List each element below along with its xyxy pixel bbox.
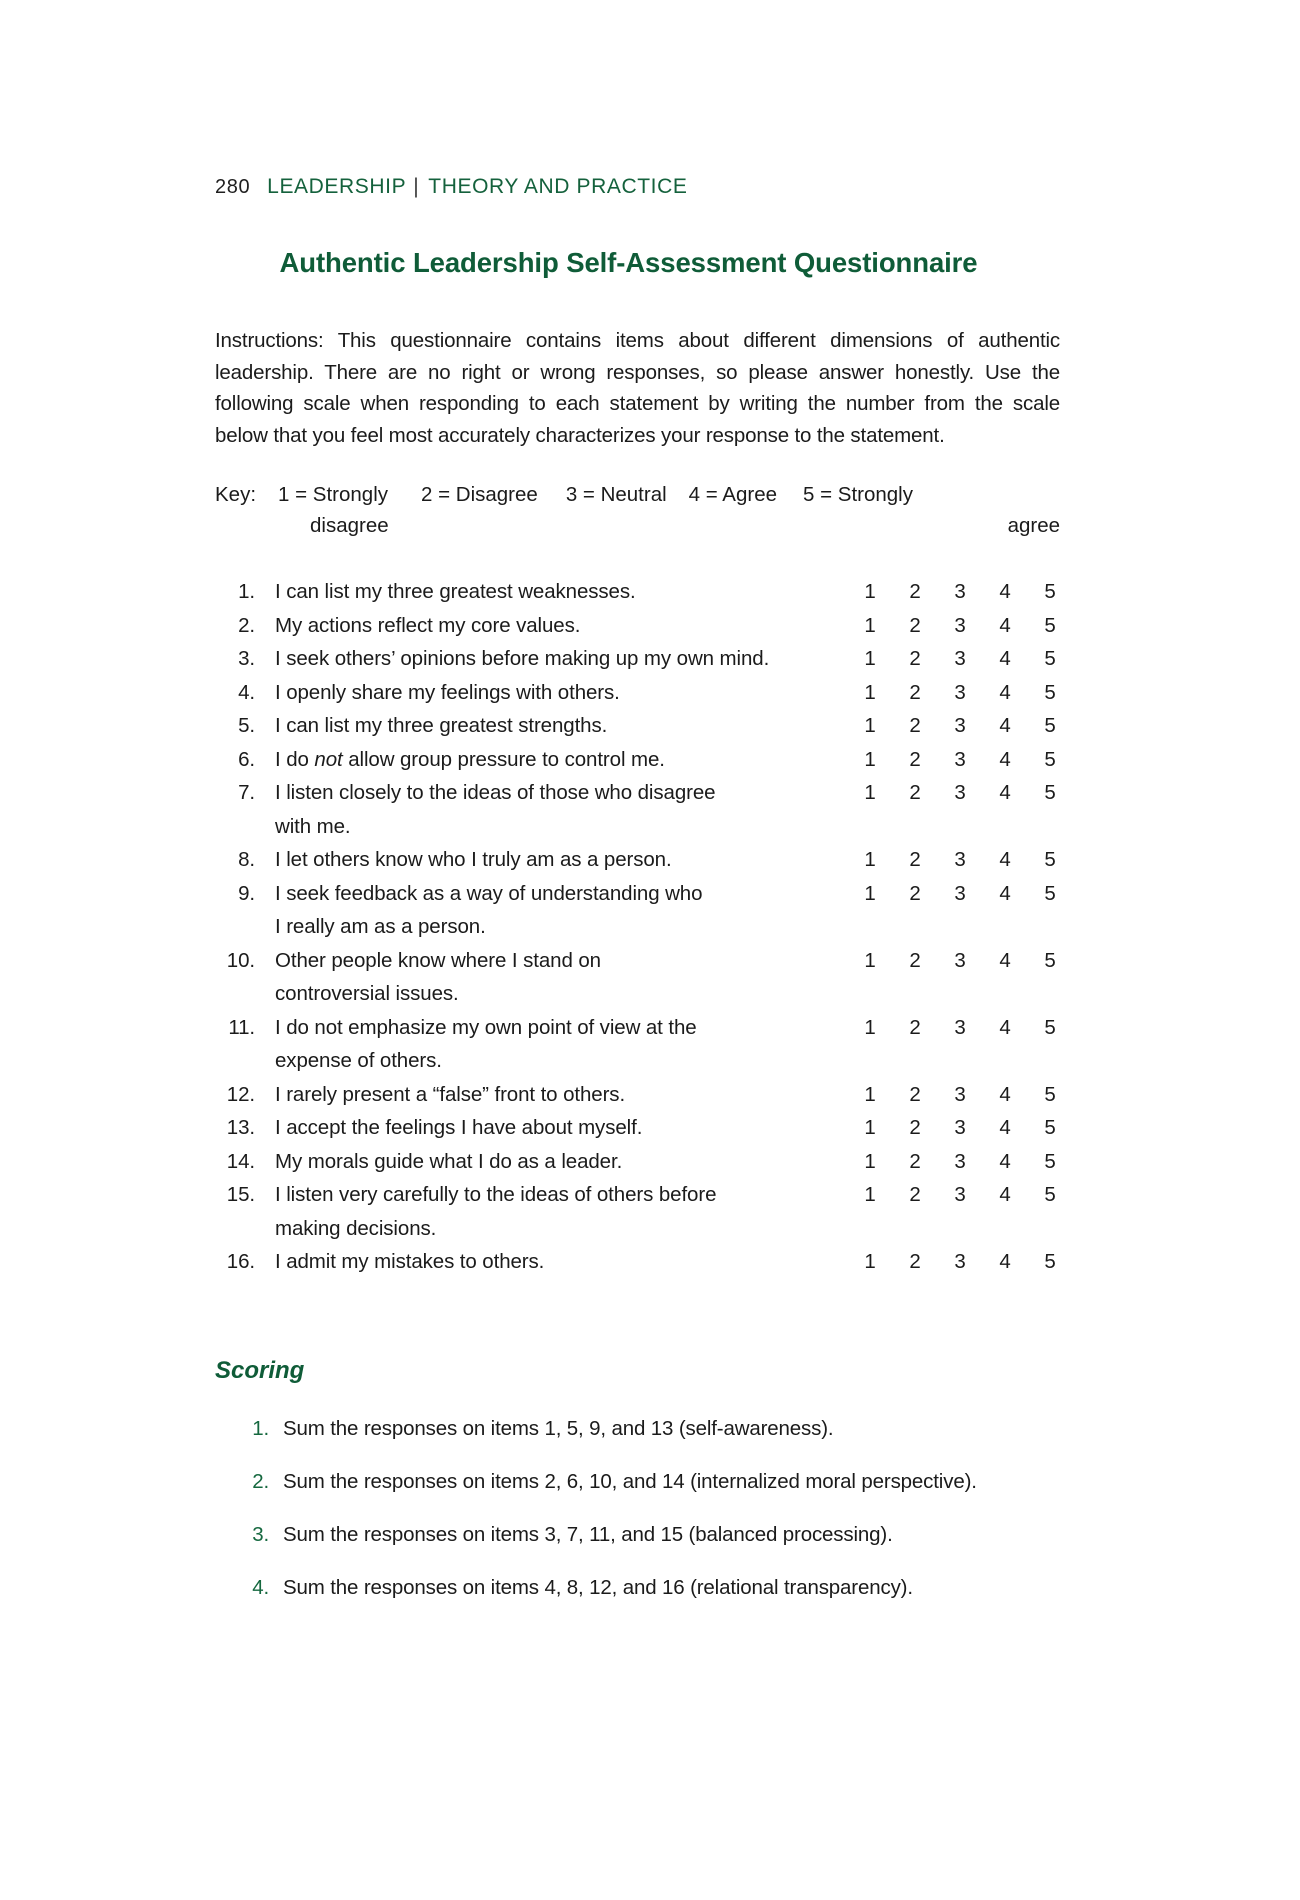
questionnaire-item-number: 16. xyxy=(226,1250,255,1273)
questionnaire-item xyxy=(215,1011,1060,1078)
scale-key-label: Key: xyxy=(215,483,257,506)
response-option-3[interactable]: 3 xyxy=(954,714,966,737)
response-scale[interactable] xyxy=(860,1145,1060,1179)
scale-key-option-1-sub: disagree xyxy=(310,514,389,537)
response-option-2[interactable]: 2 xyxy=(909,1082,921,1106)
response-option-2[interactable]: 2 xyxy=(909,747,921,771)
scale-key-option-1: 1 = Strongly xyxy=(278,483,388,506)
item-line-1: I rarely present a “false” front to others. xyxy=(275,1082,626,1106)
questionnaire-item xyxy=(215,1245,1060,1279)
response-option-4[interactable]: 4 xyxy=(999,948,1011,972)
questionnaire-item-number: 11. xyxy=(228,1015,255,1039)
response-option-2[interactable]: 2 xyxy=(909,881,921,905)
scoring-step-text: Sum the responses on items 4, 8, 12, and 16 (relational transparency). xyxy=(283,1575,913,1599)
response-option-3[interactable]: 3 xyxy=(954,948,966,972)
response-option-3[interactable]: 3 xyxy=(954,881,966,905)
response-option-1[interactable]: 1 xyxy=(864,613,876,637)
response-option-4[interactable]: 4 xyxy=(999,1250,1011,1273)
response-option-4[interactable]: 4 xyxy=(999,781,1011,804)
response-scale[interactable] xyxy=(860,676,1060,710)
response-option-3[interactable]: 3 xyxy=(954,647,966,670)
item-line-2: controversial issues. xyxy=(275,982,459,1005)
scoring-step-number: 2. xyxy=(252,1469,269,1493)
questionnaire-item xyxy=(215,1078,1060,1112)
response-scale[interactable] xyxy=(860,743,1060,777)
questionnaire-item-number: 9. xyxy=(238,881,255,905)
response-option-3[interactable]: 3 xyxy=(954,747,966,771)
scoring-step-number: 1. xyxy=(252,1416,269,1440)
item-line-1: I accept the feelings I have about myself. xyxy=(275,1116,643,1139)
questionnaire-item xyxy=(215,1145,1060,1179)
response-scale[interactable] xyxy=(860,944,1060,978)
response-option-1[interactable]: 1 xyxy=(864,1082,876,1106)
item-line-1: I can list my three greatest weaknesses. xyxy=(275,580,636,603)
scoring-heading: Scoring xyxy=(215,1356,305,1384)
scoring-step-text: Sum the responses on items 1, 5, 9, and 13 (self-awareness). xyxy=(283,1416,834,1440)
questionnaire-item-number: 10. xyxy=(226,948,255,972)
questionnaire-item xyxy=(215,776,1060,843)
questionnaire-item xyxy=(215,743,1060,777)
response-option-1[interactable]: 1 xyxy=(864,647,876,670)
response-option-2[interactable]: 2 xyxy=(909,1015,921,1039)
response-option-5[interactable]: 5 xyxy=(1044,1183,1056,1206)
scoring-step-number: 4. xyxy=(252,1575,269,1599)
questionnaire-item-number: 14. xyxy=(226,1149,255,1173)
response-option-1[interactable]: 1 xyxy=(864,1183,876,1206)
questionnaire-item-list xyxy=(215,575,1060,1279)
response-option-5[interactable]: 5 xyxy=(1044,948,1056,972)
page-number: 280 xyxy=(215,176,251,198)
item-line-1: I do not emphasize my own point of view at the xyxy=(275,1015,697,1039)
response-option-3[interactable]: 3 xyxy=(954,1116,966,1139)
item-line-1: I seek feedback as a way of understanding who xyxy=(275,881,703,905)
questionnaire-item-number: 12. xyxy=(226,1082,255,1106)
item-line-1: Other people know where I stand on xyxy=(275,948,601,972)
response-option-5[interactable]: 5 xyxy=(1044,1149,1056,1173)
response-option-5[interactable]: 5 xyxy=(1044,747,1056,771)
questionnaire-item-number: 4. xyxy=(238,680,255,704)
response-option-2[interactable]: 2 xyxy=(909,1250,921,1273)
response-option-3[interactable]: 3 xyxy=(954,781,966,804)
scoring-step-number: 3. xyxy=(252,1522,269,1546)
response-option-5[interactable]: 5 xyxy=(1044,1250,1056,1273)
response-option-3[interactable]: 3 xyxy=(954,1015,966,1039)
response-option-2[interactable]: 2 xyxy=(909,948,921,972)
response-option-4[interactable]: 4 xyxy=(999,680,1011,704)
response-option-1[interactable]: 1 xyxy=(864,714,876,737)
response-option-4[interactable]: 4 xyxy=(999,1183,1011,1206)
response-option-5[interactable]: 5 xyxy=(1044,781,1056,804)
scoring-step-text: Sum the responses on items 3, 7, 11, and 15 (balanced processing). xyxy=(283,1522,893,1546)
scoring-step-list xyxy=(215,1413,1060,1603)
questionnaire-item xyxy=(215,609,1060,643)
response-scale[interactable] xyxy=(860,1178,1060,1212)
response-scale[interactable] xyxy=(860,776,1060,810)
questionnaire-item-number: 1. xyxy=(238,580,255,603)
questionnaire-item xyxy=(215,843,1060,877)
response-option-4[interactable]: 4 xyxy=(999,647,1011,670)
questionnaire-item-number: 8. xyxy=(238,848,255,871)
response-option-2[interactable]: 2 xyxy=(909,647,921,670)
response-option-4[interactable]: 4 xyxy=(999,613,1011,637)
response-option-5[interactable]: 5 xyxy=(1044,580,1056,603)
response-option-3[interactable]: 3 xyxy=(954,1082,966,1106)
response-option-1[interactable]: 1 xyxy=(864,580,876,603)
scale-key-option-3: 3 = Neutral xyxy=(565,483,667,506)
response-scale[interactable] xyxy=(860,1011,1060,1045)
running-head xyxy=(215,175,1060,199)
response-option-5[interactable]: 5 xyxy=(1044,881,1056,905)
running-head-book-title: LEADERSHIP xyxy=(267,175,407,198)
scale-key-option-5: 5 = Strongly xyxy=(803,483,913,506)
response-scale[interactable] xyxy=(860,1111,1060,1145)
response-scale[interactable] xyxy=(860,575,1060,609)
item-line-1: I openly share my feelings with others. xyxy=(275,680,620,704)
response-scale[interactable] xyxy=(860,1245,1060,1279)
questionnaire-item-number: 2. xyxy=(238,613,255,637)
response-option-3[interactable]: 3 xyxy=(954,1149,966,1173)
item-line-1: I admit my mistakes to others. xyxy=(275,1250,545,1273)
item-line-1: I listen very carefully to the ideas of others before xyxy=(275,1183,717,1206)
item-line-1: My actions reflect my core values. xyxy=(275,613,581,637)
response-option-4[interactable]: 4 xyxy=(999,747,1011,771)
scoring-step xyxy=(243,1519,1060,1550)
response-option-2[interactable]: 2 xyxy=(909,613,921,637)
running-head-separator: | xyxy=(413,175,420,198)
page-content xyxy=(215,175,1060,1625)
response-option-2[interactable]: 2 xyxy=(909,848,921,871)
response-option-5[interactable]: 5 xyxy=(1044,613,1056,637)
scale-key-option-4: 4 = Agree xyxy=(688,483,778,506)
response-option-2[interactable]: 2 xyxy=(909,580,921,603)
response-option-3[interactable]: 3 xyxy=(954,680,966,704)
response-option-2[interactable]: 2 xyxy=(909,781,921,804)
questionnaire-item-number: 13. xyxy=(226,1116,255,1139)
response-option-2[interactable]: 2 xyxy=(909,680,921,704)
scale-key-option-5-sub: agree xyxy=(1007,514,1060,537)
response-option-1[interactable]: 1 xyxy=(864,948,876,972)
response-option-4[interactable]: 4 xyxy=(999,848,1011,871)
response-option-1[interactable]: 1 xyxy=(864,1015,876,1039)
response-option-1[interactable]: 1 xyxy=(864,1149,876,1173)
response-option-5[interactable]: 5 xyxy=(1044,680,1056,704)
scoring-step xyxy=(243,1413,1060,1444)
response-scale[interactable] xyxy=(860,709,1060,743)
item-line-2: making decisions. xyxy=(275,1216,437,1240)
questionnaire-item xyxy=(215,676,1060,710)
response-option-1[interactable]: 1 xyxy=(864,781,876,804)
questionnaire-item xyxy=(215,642,1060,676)
response-option-2[interactable]: 2 xyxy=(909,714,921,737)
scale-key xyxy=(215,479,1060,541)
response-option-5[interactable]: 5 xyxy=(1044,848,1056,871)
response-option-3[interactable]: 3 xyxy=(954,580,966,603)
response-option-3[interactable]: 3 xyxy=(954,1183,966,1206)
item-line-1: I listen closely to the ideas of those who disagree xyxy=(275,781,716,804)
response-scale[interactable] xyxy=(860,642,1060,676)
response-option-1[interactable]: 1 xyxy=(864,848,876,871)
response-option-2[interactable]: 2 xyxy=(909,1116,921,1139)
questionnaire-item xyxy=(215,944,1060,1011)
response-option-4[interactable]: 4 xyxy=(999,1015,1011,1039)
item-line-1: I let others know who I truly am as a person. xyxy=(275,848,672,871)
response-scale[interactable] xyxy=(860,609,1060,643)
response-option-2[interactable]: 2 xyxy=(909,1149,921,1173)
page-title: Authentic Leadership Self-Assessment Questionnaire xyxy=(279,247,978,278)
response-option-4[interactable]: 4 xyxy=(999,580,1011,603)
instructions-paragraph: Instructions: This questionnaire contains items about different dimensions of authentic leadership. There are no right or wrong responses, so please answer honestly. Use the following scale when responding to each statement by writing the number from the scale below that you feel most accurately characterizes your response to the statement. xyxy=(215,329,1060,447)
response-option-4[interactable]: 4 xyxy=(999,881,1011,905)
response-option-5[interactable]: 5 xyxy=(1044,1116,1056,1139)
response-option-1[interactable]: 1 xyxy=(864,881,876,905)
questionnaire-item-number: 5. xyxy=(238,714,255,737)
questionnaire-item-number: 15. xyxy=(226,1183,255,1206)
item-line-2: with me. xyxy=(275,814,351,838)
questionnaire-item-text: I do not allow group pressure to control me. xyxy=(275,747,665,771)
response-scale[interactable] xyxy=(860,843,1060,877)
item-line-1: My morals guide what I do as a leader. xyxy=(275,1149,623,1173)
scoring-step xyxy=(243,1466,1060,1497)
questionnaire-item xyxy=(215,709,1060,743)
response-option-5[interactable]: 5 xyxy=(1044,647,1056,670)
response-option-2[interactable]: 2 xyxy=(909,1183,921,1206)
running-head-subtitle: THEORY AND PRACTICE xyxy=(428,175,688,198)
response-option-5[interactable]: 5 xyxy=(1044,1082,1056,1106)
response-option-4[interactable]: 4 xyxy=(999,1149,1011,1173)
item-line-1: I seek others’ opinions before making up my own mind. xyxy=(275,647,770,670)
questionnaire-item xyxy=(215,1111,1060,1145)
item-line-1: I can list my three greatest strengths. xyxy=(275,714,608,737)
response-option-4[interactable]: 4 xyxy=(999,1082,1011,1106)
item-line-2: I really am as a person. xyxy=(275,915,486,938)
questionnaire-item-number: 3. xyxy=(238,647,255,670)
response-option-1[interactable]: 1 xyxy=(864,1250,876,1273)
questionnaire-item-number: 6. xyxy=(238,747,255,771)
questionnaire-item xyxy=(215,575,1060,609)
scoring-step xyxy=(243,1572,1060,1603)
response-option-5[interactable]: 5 xyxy=(1044,714,1056,737)
response-option-3[interactable]: 3 xyxy=(954,848,966,871)
response-option-1[interactable]: 1 xyxy=(864,1116,876,1139)
response-option-3[interactable]: 3 xyxy=(954,613,966,637)
response-option-4[interactable]: 4 xyxy=(999,714,1011,737)
response-scale[interactable] xyxy=(860,1078,1060,1112)
questionnaire-item xyxy=(215,877,1060,944)
response-option-5[interactable]: 5 xyxy=(1044,1015,1056,1039)
response-option-1[interactable]: 1 xyxy=(864,747,876,771)
scoring-step-text: Sum the responses on items 2, 6, 10, and 14 (internalized moral perspective). xyxy=(283,1469,977,1493)
response-option-4[interactable]: 4 xyxy=(999,1116,1011,1139)
response-option-1[interactable]: 1 xyxy=(864,680,876,704)
scale-key-row xyxy=(215,479,1060,510)
item-line-2: expense of others. xyxy=(275,1049,442,1072)
response-scale[interactable] xyxy=(860,877,1060,911)
questionnaire-item xyxy=(215,1178,1060,1245)
emphasized-word: not xyxy=(314,747,343,771)
scale-key-option-2: 2 = Disagree xyxy=(421,483,538,506)
response-option-3[interactable]: 3 xyxy=(954,1250,966,1273)
questionnaire-item-number: 7. xyxy=(238,781,255,804)
